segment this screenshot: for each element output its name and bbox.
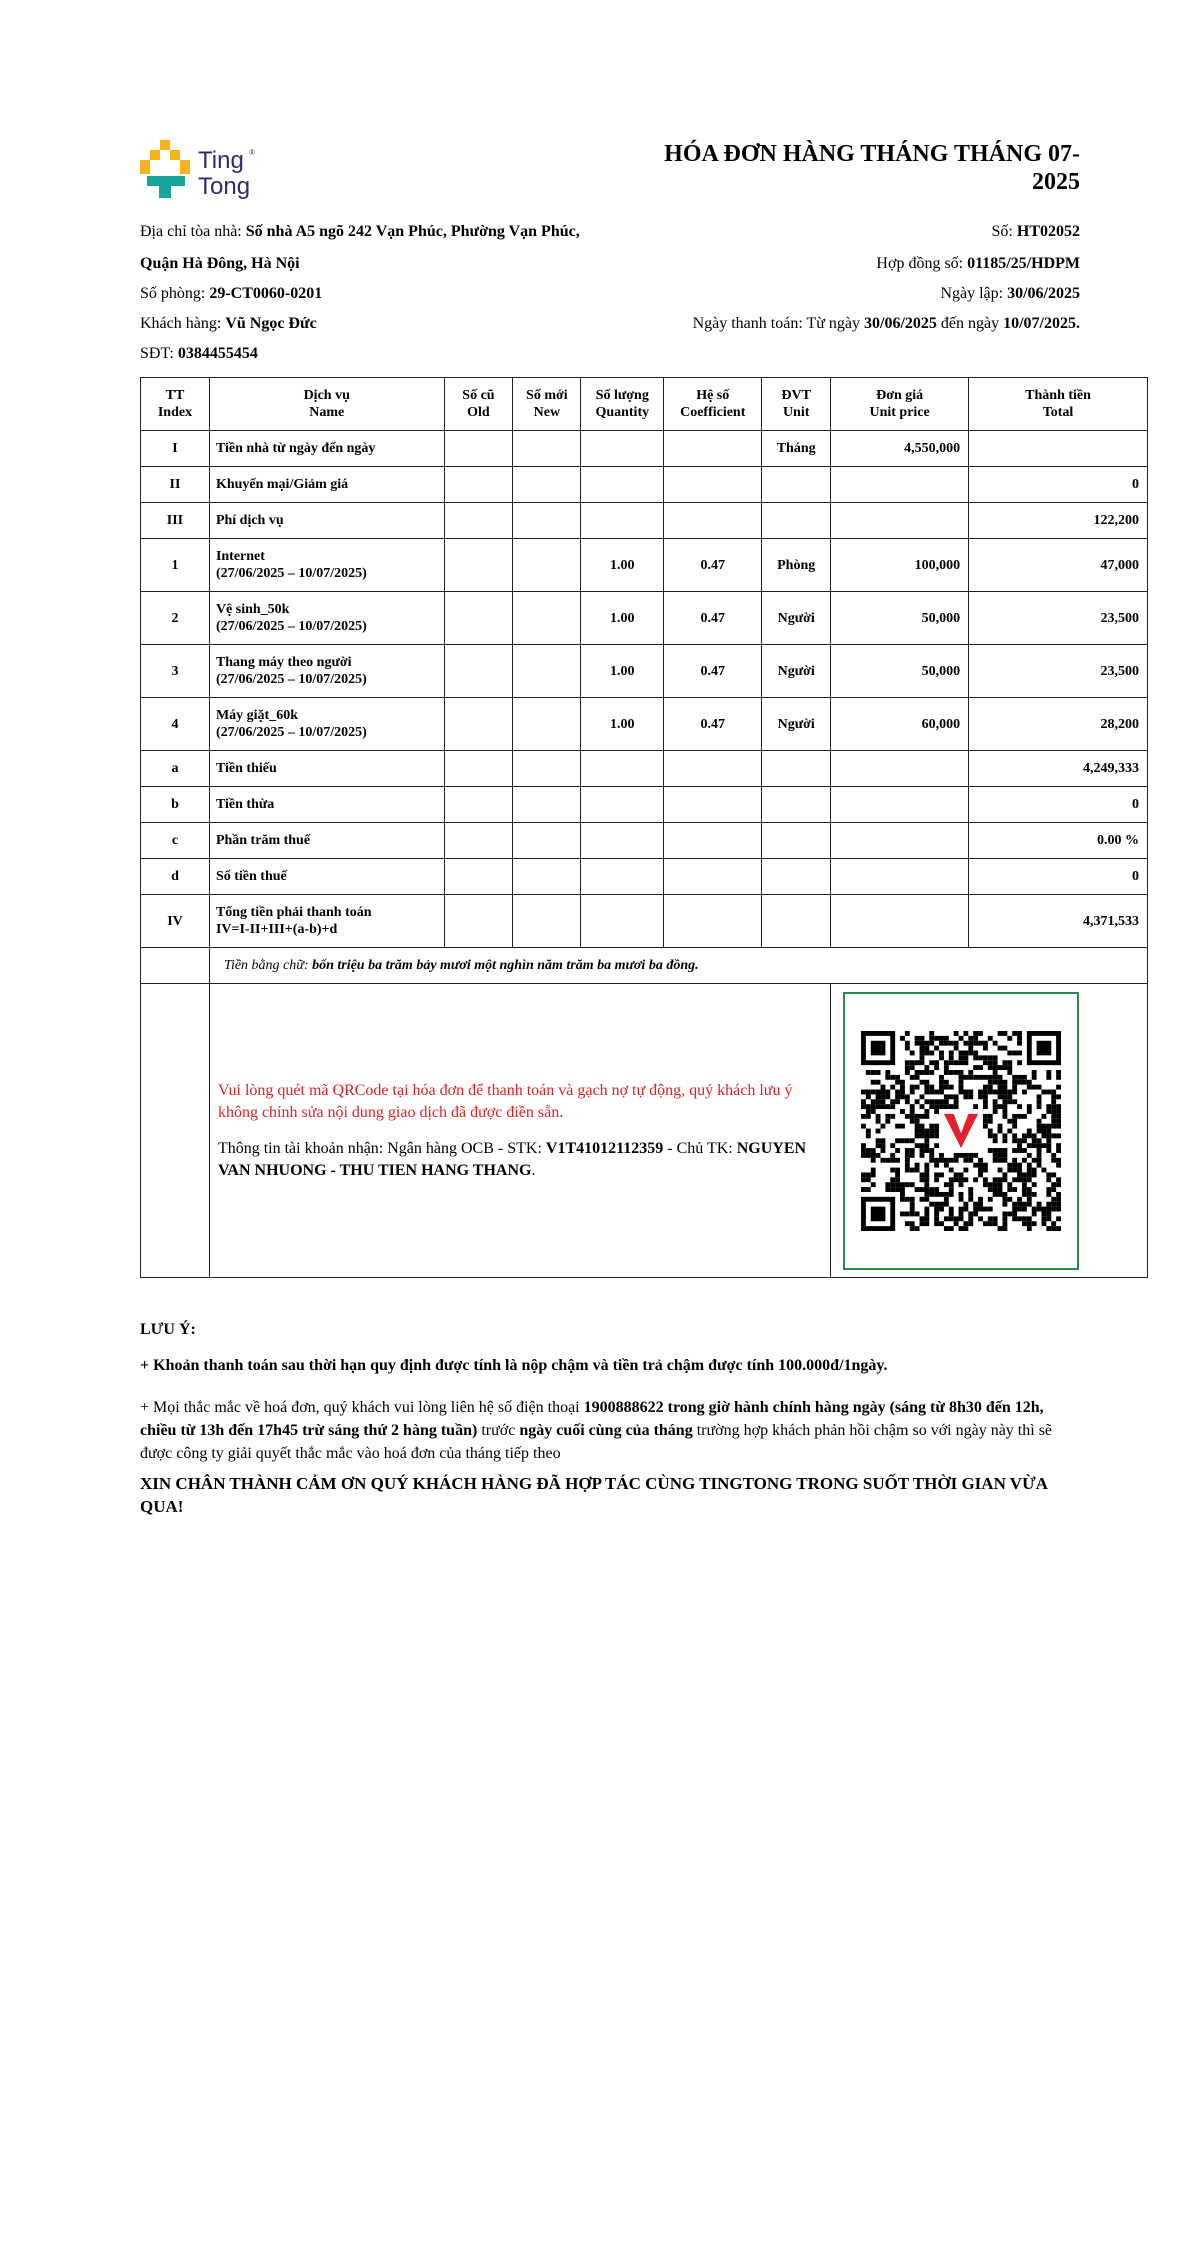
cell-new [513,895,581,948]
cell-qty: 1.00 [581,698,664,751]
column-header: Thành tiền Total [969,378,1148,431]
cell-total: 0 [969,859,1148,895]
cell-total: 0 [969,787,1148,823]
payment-period: Ngày thanh toán: Từ ngày 30/06/2025 đến ngày 10/07/2025. [692,315,1080,332]
cell-coef: 0.47 [664,698,762,751]
customer-name: Khách hàng: Vũ Ngọc Đức [140,315,317,332]
column-header: Dịch vụ Name [209,378,444,431]
room-number: Số phòng: 29-CT0060-0201 [140,285,323,302]
cell-name: Internet (27/06/2025 – 10/07/2025) [209,539,444,592]
cell-name: Thang máy theo người (27/06/2025 – 10/07/2025) [209,645,444,698]
cell-old [444,539,513,592]
cell-price [831,467,969,503]
column-header: Số lượng Quantity [581,378,664,431]
cell-unit [762,787,831,823]
cell-coef [664,823,762,859]
cell-qty [581,823,664,859]
cell-new [513,592,581,645]
cell-old [444,503,513,539]
cell-idx: 2 [141,592,210,645]
cell-old [444,787,513,823]
qr-code-image [861,1031,1061,1231]
table-row [141,698,1148,751]
table-header [141,378,1148,431]
cell-price: 100,000 [831,539,969,592]
svg-text:®: ® [249,148,256,157]
contract-number: Hợp đồng số: 01185/25/HDPM [876,255,1080,272]
cell-new [513,698,581,751]
cell-qty [581,503,664,539]
payment-qr-code[interactable] [843,992,1079,1270]
cell-coef: 0.47 [664,539,762,592]
table-row [141,431,1148,467]
cell-idx: 1 [141,539,210,592]
cell-coef: 0.47 [664,645,762,698]
cell-price [831,751,969,787]
cell-coef [664,859,762,895]
cell-coef [664,787,762,823]
cell-idx: b [141,787,210,823]
cell-total: 122,200 [969,503,1148,539]
cell-new [513,503,581,539]
invoice-number: Số: HT02052 [991,223,1080,240]
cell-idx: c [141,823,210,859]
cell-unit: Người [762,592,831,645]
cell-unit [762,751,831,787]
cell-total: 0.00 % [969,823,1148,859]
column-header: ĐVT Unit [762,378,831,431]
cell-unit [762,503,831,539]
cell-new [513,539,581,592]
cell-new [513,823,581,859]
cell-unit: Người [762,645,831,698]
contact-note: + Mọi thắc mắc về hoá đơn, quý khách vui lòng liên hệ số điện thoại 1900888622 trong giờ hành chính hàng ngày (sáng từ 8h30 đến 12h, chiều từ 13h đến 17h45 trừ sáng thứ 2 hàng tuần) trước ngày cuối cùng của tháng trường hợp khách phản hồi chậm so với ngày này thì sẽ được công ty giải quyết thắc mắc vào hoá đơn của tháng tiếp theo [140,1399,1053,1462]
tingtong-logo [140,138,280,200]
cell-name: Tiền thừa [209,787,444,823]
address-line-2: Quận Hà Đông, Hà Nội [140,255,300,272]
column-header: Đơn giá Unit price [831,378,969,431]
table-row [141,539,1148,592]
cell-idx: III [141,503,210,539]
cell-price [831,787,969,823]
cell-qty [581,431,664,467]
cell-idx: d [141,859,210,895]
qr-notice: Vui lòng quét mã QRCode tại hóa đơn để thanh toán và gạch nợ tự động, quý khách lưu ý không chỉnh sửa nội dung giao dịch đã được điền sẵn. [217,1081,793,1121]
table-row [141,823,1148,859]
cell-total [969,431,1148,467]
cell-name: Vệ sinh_50k (27/06/2025 – 10/07/2025) [209,592,444,645]
cell-unit [762,467,831,503]
thank-you-message: XIN CHÂN THÀNH CẢM ƠN QUÝ KHÁCH HÀNG ĐÃ HỢP TÁC CÙNG TINGTONG TRONG SUỐT THỜI GIAN VỪA QUA! [140,1474,1047,1516]
cell-idx: I [141,431,210,467]
column-header: TT Index [141,378,210,431]
table-row [141,592,1148,645]
cell-name: Tổng tiền phải thanh toán IV=I-II+III+(a-b)+d [209,895,444,948]
cell-old [444,751,513,787]
cell-price [831,895,969,948]
cell-idx: 4 [141,698,210,751]
cell-new [513,467,581,503]
cell-total: 4,371,533 [969,895,1148,948]
title-line-2: 2025 [1032,169,1080,195]
table-row [141,645,1148,698]
table-row [141,859,1148,895]
cell-old [444,592,513,645]
cell-new [513,751,581,787]
cell-price [831,823,969,859]
cell-idx: IV [141,895,210,948]
payment-row [141,984,1148,1278]
column-header: Số mới New [513,378,581,431]
cell-new [513,787,581,823]
cell-total: 23,500 [969,645,1148,698]
payment-info [209,984,830,1278]
cell-name: Số tiền thuế [209,859,444,895]
cell-idx: a [141,751,210,787]
cell-idx: II [141,467,210,503]
cell-name: Khuyến mại/Giảm giá [209,467,444,503]
cell-unit [762,823,831,859]
cell-unit: Phòng [762,539,831,592]
table-row [141,895,1148,948]
amount-in-words: Tiền bằng chữ: bốn triệu ba trăm bảy mươi một nghìn năm trăm ba mươi ba đồng. [209,948,1147,984]
cell-price: 50,000 [831,592,969,645]
cell-price [831,859,969,895]
cell-coef [664,431,762,467]
cell-total: 0 [969,467,1148,503]
column-header: Hệ số Coefficient [664,378,762,431]
cell-name: Phần trăm thuế [209,823,444,859]
cell-unit: Tháng [762,431,831,467]
late-payment-note: + Khoản thanh toán sau thời hạn quy định được tính là nộp chậm và tiền trả chậm được tính 100.000đ/1ngày. [140,1357,888,1374]
cell-unit [762,895,831,948]
cell-name: Máy giặt_60k (27/06/2025 – 10/07/2025) [209,698,444,751]
cell-coef: 0.47 [664,592,762,645]
cell-price [831,503,969,539]
cell-qty [581,467,664,503]
issue-date: Ngày lập: 30/06/2025 [940,285,1080,302]
cell-total: 47,000 [969,539,1148,592]
cell-old [444,698,513,751]
cell-idx: 3 [141,645,210,698]
cell-coef [664,503,762,539]
cell-old [444,823,513,859]
cell-coef [664,751,762,787]
title-line-1: HÓA ĐƠN HÀNG THÁNG THÁNG 07- [664,141,1080,167]
table-row [141,787,1148,823]
cell-new [513,645,581,698]
cell-unit [762,859,831,895]
table-row [141,751,1148,787]
cell-old [444,859,513,895]
table-row [141,467,1148,503]
notes-title: LƯU Ý: [140,1321,196,1338]
bank-account-info: Thông tin tài khoản nhận: Ngân hàng OCB - STK: V1T41012112359 - Chủ TK: NGUYEN VAN NHUONG - THU TIEN HANG THANG. [217,1139,807,1179]
cell-coef [664,467,762,503]
invoice-title [600,140,1080,196]
cell-qty: 1.00 [581,645,664,698]
cell-old [444,431,513,467]
cell-new [513,859,581,895]
address-line-1: Địa chỉ tòa nhà: Số nhà A5 ngõ 242 Vạn Phúc, Phường Vạn Phúc, [140,223,580,240]
cell-total: 23,500 [969,592,1148,645]
column-header: Số cũ Old [444,378,513,431]
cell-name: Tiền nhà từ ngày đến ngày [209,431,444,467]
amount-in-words-row [141,948,1148,984]
invoice-table [140,377,1148,1278]
cell-qty [581,751,664,787]
cell-price: 60,000 [831,698,969,751]
cell-new [513,431,581,467]
cell-unit: Người [762,698,831,751]
cell-total: 4,249,333 [969,751,1148,787]
cell-coef [664,895,762,948]
cell-old [444,467,513,503]
cell-qty [581,895,664,948]
cell-old [444,895,513,948]
table-row [141,503,1148,539]
cell-name: Phí dịch vụ [209,503,444,539]
cell-qty: 1.00 [581,539,664,592]
cell-total: 28,200 [969,698,1148,751]
svg-text:Tong: Tong [198,173,251,200]
cell-price: 50,000 [831,645,969,698]
customer-phone: SĐT: 0384455454 [140,345,258,362]
cell-name: Tiền thiếu [209,751,444,787]
cell-qty: 1.00 [581,592,664,645]
cell-qty [581,859,664,895]
cell-qty [581,787,664,823]
cell-price: 4,550,000 [831,431,969,467]
cell-old [444,645,513,698]
svg-text:Ting: Ting [198,147,244,174]
